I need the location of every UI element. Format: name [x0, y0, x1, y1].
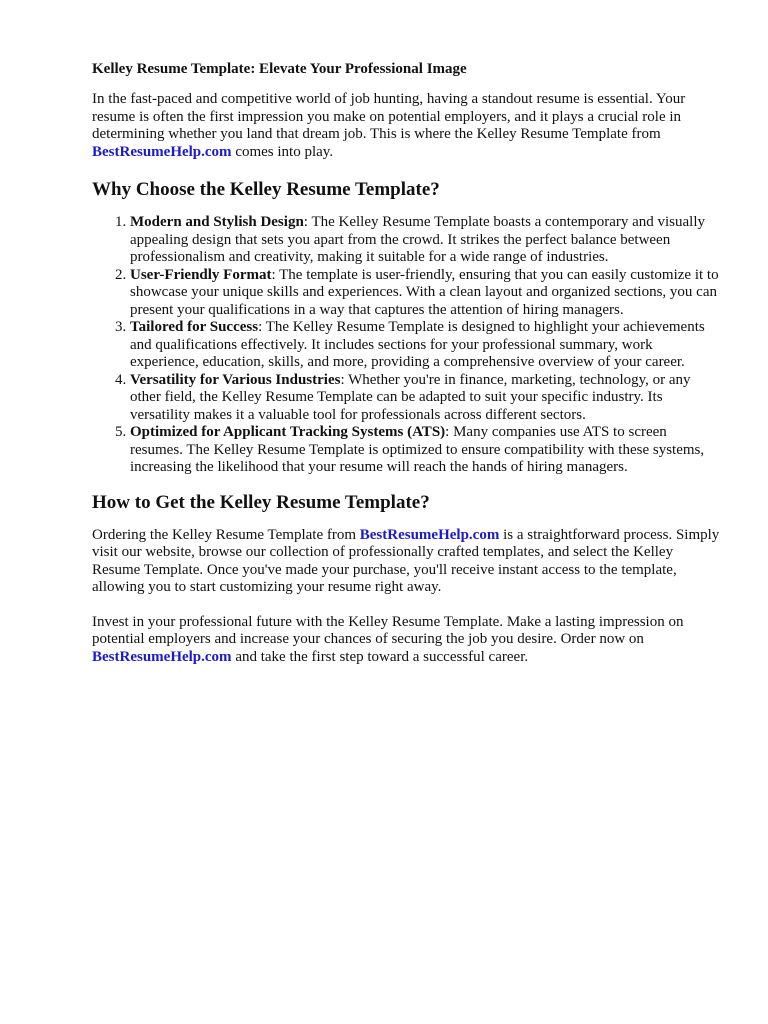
closing-paragraph: Invest in your professional future with the Kelley Resume Template. Make a lasting impression on potential employers and increase your chances of securing the job you desire. Order now on BestResumeHelp.com and take the first step toward a successful career.: [92, 613, 684, 665]
list-item: 1. Modern and Stylish Design: The Kelley Resume Template boasts a contemporary and visually appealing design that sets you apart from the crowd. It strikes the perfect balance between professionalism and creativity, making it suitable for a wide range of industries.: [130, 214, 722, 267]
list-item-term: Optimized for Applicant Tracking Systems (ATS): [130, 424, 446, 440]
bestresumehelp-link[interactable]: BestResumeHelp.com: [92, 143, 232, 160]
list-item: 5. Optimized for Applicant Tracking Systems (ATS): Many companies use ATS to screen resumes. The Kelley Resume Template is optimized to ensure compatibility with these systems, increasing the likelihood that your resume will reach the hands of hiring managers.: [130, 424, 722, 477]
bestresumehelp-link[interactable]: BestResumeHelp.com: [359, 526, 500, 543]
list-item: 3. Tailored for Success: The Kelley Resume Template is designed to highlight your achievements and qualifications effectively. It includes sections for your professional summary, work experience, education, skills, and more, providing a comprehensive overview of your career.: [130, 319, 722, 372]
list-item-term: Modern and Stylish Design: [130, 214, 304, 230]
section-heading-how: How to Get the Kelley Resume Template?: [92, 491, 430, 513]
intro-text: In the fast-paced and competitive world of job hunting, having a standout resume is essential. Your resume is often the first impression you make on potential employers, and it plays a crucial role in determining whether you land that dream job. This is where the Kelley Resume Template from: [92, 91, 686, 142]
list-item: 4. Versatility for Various Industries: Whether you're in finance, marketing, technology, or any other field, the Kelley Resume Template can be adapted to suit your specific industry. Its versatility makes it a valuable tool for professionals across different sectors.: [130, 372, 722, 425]
document-title: Kelley Resume Template: Elevate Your Professional Image: [92, 61, 467, 77]
list-item-text: The Kelley Resume Template boasts a contemporary and visually appealing design that sets you apart from the crowd. It strikes the perfect balance between professionalism and creativity, making it suitable for a wide range of industries.: [130, 214, 706, 265]
intro-paragraph: [92, 91, 722, 161]
list-item-text: The template is user-friendly, ensuring that you can easily customize it to showcase your unique skills and experiences. With a clean layout and organized sections, you can present your qualifications in a way that captures the attention of hiring managers.: [130, 266, 719, 318]
list-item-term: User-Friendly Format: [130, 266, 272, 283]
ordering-paragraph: Ordering the Kelley Resume Template from BestResumeHelp.com is a straightforward process. Simply visit our website, browse our collection of professionally crafted templates, and select the Kelley Resume Template. Once you've made your purchase, you'll receive instant access to the template, allowing you to start customizing your resume right away.: [92, 526, 720, 595]
list-item-term: Versatility for Various Industries: [130, 371, 341, 388]
list-item: 2. User-Friendly Format: The template is user-friendly, ensuring that you can easily customize it to showcase your unique skills and experiences. With a clean layout and organized sections, you can present your qualifications in a way that captures the attention of hiring managers.: [130, 267, 722, 320]
list-item-text: The Kelley Resume Template is designed to highlight your achievements and qualifications effectively. It includes sections for your professional summary, work experience, education, skills, and more, providing a comprehensive overview of your career.: [130, 319, 705, 370]
reasons-list: [92, 214, 722, 477]
list-item-term: Tailored for Success: [130, 319, 259, 335]
section-heading-why: Why Choose the Kelley Resume Template?: [92, 179, 440, 200]
document-page: [92, 58, 722, 683]
list-item-text: Whether you're in finance, marketing, technology, or any other field, the Kelley Resume Template can be adapted to suit your specific industry. Its versatility makes it a valuable tool for professionals across different sectors.: [130, 371, 691, 423]
intro-text-end: comes into play.: [231, 143, 334, 160]
bestresumehelp-link[interactable]: BestResumeHelp.com: [92, 648, 232, 665]
list-item-text: Many companies use ATS to screen resumes. The Kelley Resume Template is optimized to ensure compatibility with these systems, increasing the likelihood that your resume will reach the hands of hiring managers.: [130, 424, 705, 475]
